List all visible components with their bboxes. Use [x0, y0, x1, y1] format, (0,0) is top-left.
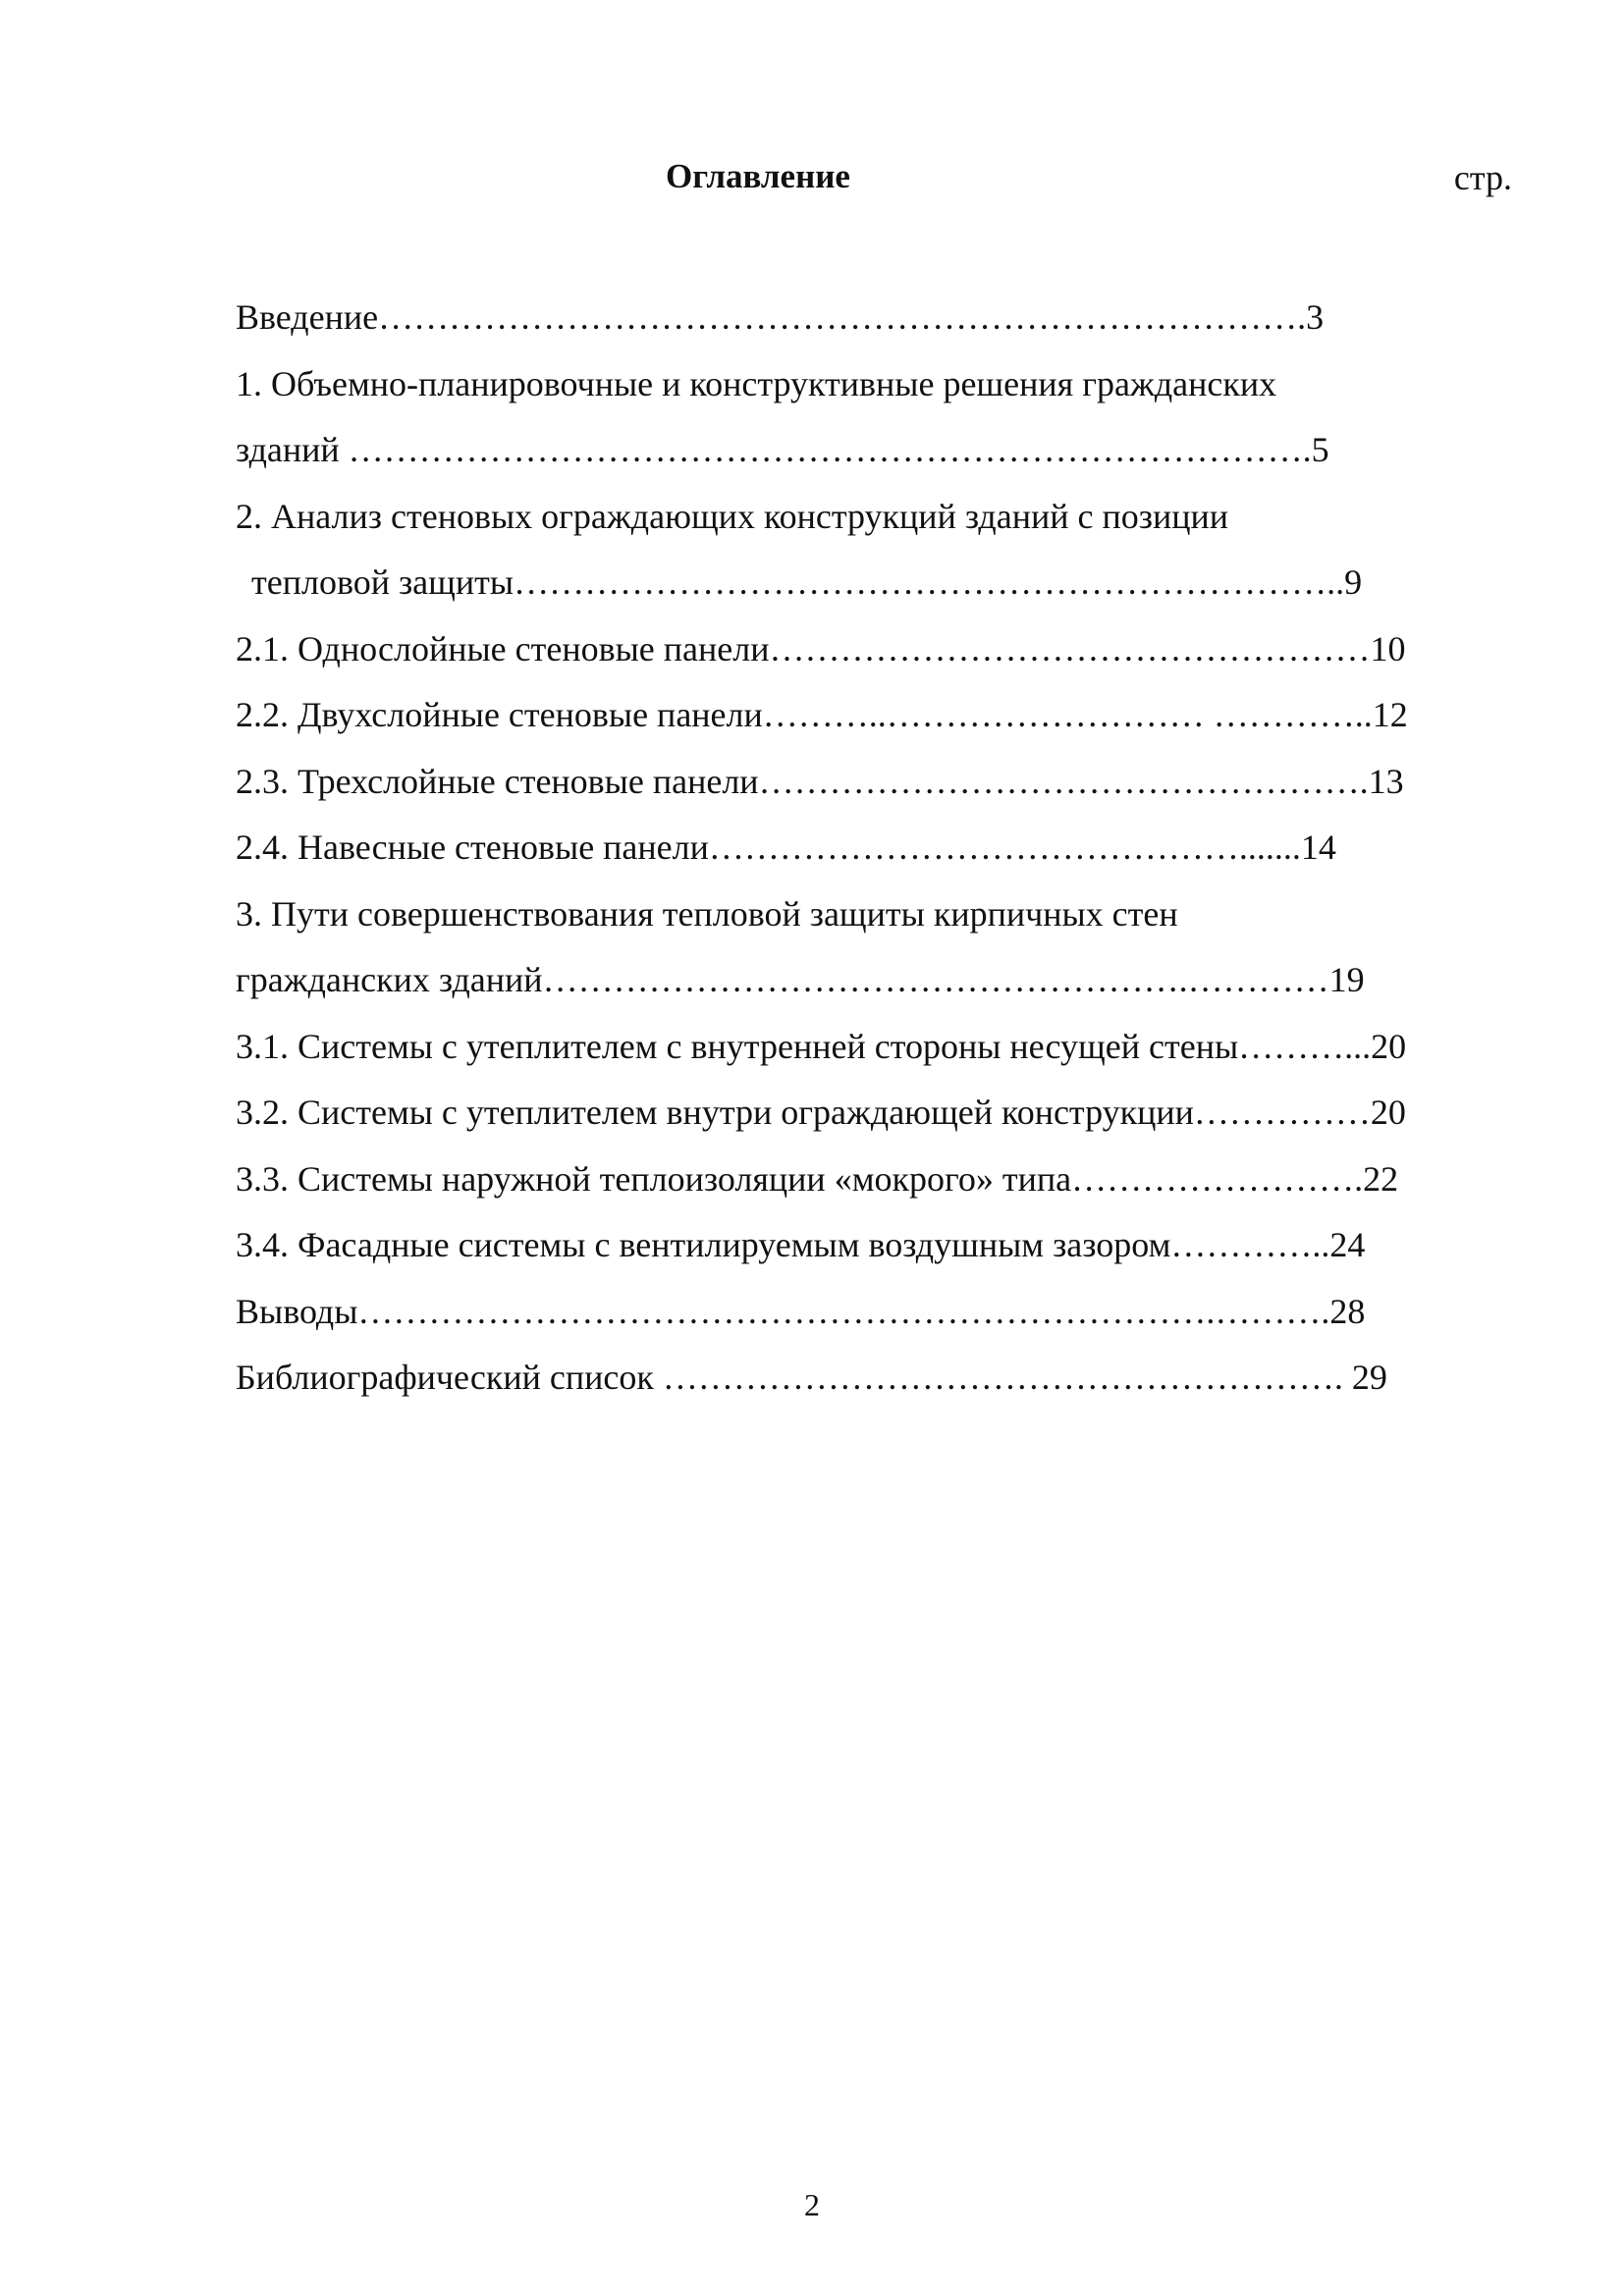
toc-entry-line: 2. Анализ стеновых ограждающих конструкций зданий с позиции	[236, 496, 1229, 536]
toc-entry-line: 2.4. Навесные стеновые панели……………………………………….......14	[236, 828, 1336, 867]
toc-entry-line: зданий ……………………………………………………………………….5	[236, 430, 1329, 469]
toc-entry-line: 3.4. Фасадные системы с вентилируемым воздушным зазором…………..24	[236, 1225, 1366, 1264]
toc-entry-line: 3.2. Системы с утеплителем внутри ограждающей конструкции……………20	[236, 1093, 1406, 1132]
toc-entry-line: гражданских зданий……………………………………………….…………19	[236, 960, 1365, 999]
toc-entry-line: тепловой защиты……………………………………………………………..9	[251, 562, 1363, 602]
toc-entry-line: 1. Объемно-планировочные и конструктивные решения гражданских	[236, 363, 1277, 403]
page-column-label: стр.	[1453, 158, 1512, 197]
toc-entry-line: 2.3. Трехслойные стеновые панели…………………………………………….13	[236, 761, 1404, 801]
toc-entry-line: Выводы……………………………………………………………….……….28	[236, 1291, 1366, 1331]
toc-entry-line: 2.2. Двухслойные стеновые панели………..……………………… …………..12	[236, 695, 1408, 734]
page-number: 2	[804, 2187, 820, 2222]
toc-title: Оглавление	[666, 157, 850, 195]
table-of-contents	[236, 285, 1512, 1412]
toc-entry-line: 2.1. Однослойные стеновые панели……………………………………………10	[236, 628, 1406, 668]
toc-entry-line: Введение…………………………………………………………………….3	[236, 297, 1325, 337]
toc-entry-line: 3.1. Системы с утеплителем с внутренней стороны несущей стены………...20	[236, 1026, 1407, 1066]
toc-entry-line: 3.3. Системы наружной теплоизоляции «мокрого» типа…………………….22	[236, 1158, 1399, 1199]
toc-entry-line: 3. Пути совершенствования тепловой защиты кирпичных стен	[236, 893, 1178, 934]
toc-entry-line: Библиографический список …………………………………………………. 29	[236, 1358, 1387, 1397]
toc-heading	[236, 157, 1512, 206]
